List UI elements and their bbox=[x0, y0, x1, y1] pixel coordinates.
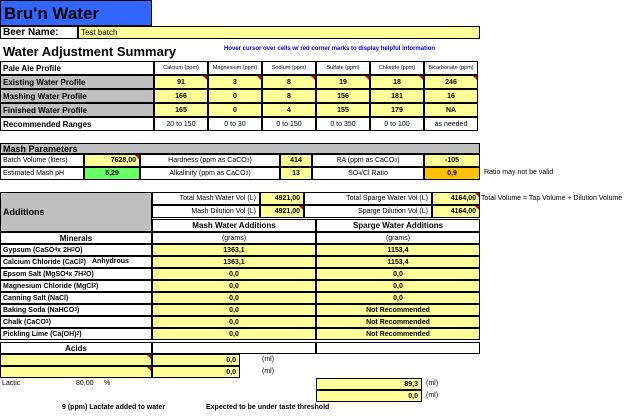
total-mash-vol-value: 4921,00 bbox=[260, 192, 304, 205]
summary-cell: 0 bbox=[208, 103, 262, 117]
mineral-label: Gypsum (CaSO 4 x 2H 2 O) bbox=[0, 244, 152, 256]
profile-name: Pale Ale Profile bbox=[0, 61, 154, 75]
ratio-value: 0,9 bbox=[424, 167, 480, 180]
summary-cell: 20 to 150 bbox=[154, 117, 208, 131]
mineral-sparge-value[interactable]: Not Recommended bbox=[316, 304, 480, 316]
mineral-mash-value[interactable]: 0,0 bbox=[152, 280, 316, 292]
batch-volume-label: Batch Volume (liters) bbox=[0, 154, 84, 167]
beer-name-input[interactable]: Test batch bbox=[78, 26, 480, 39]
mash-parameters-title: Mash Parameters bbox=[0, 143, 480, 154]
sparge-additions-header: Sparge Water Additions bbox=[316, 219, 480, 232]
summary-col-header: Bicarbonate (ppm) bbox=[424, 61, 478, 75]
sparge-dilution-label: Sparge Dilution Vol (L) bbox=[304, 205, 432, 218]
mineral-sparge-value[interactable]: 1153,4 bbox=[316, 256, 480, 268]
acid-mash-value-2: 0,0 bbox=[152, 366, 240, 378]
lactic-label: Lactic bbox=[2, 380, 21, 387]
acid-mash-input-1[interactable] bbox=[0, 354, 152, 366]
volume-note: Total Volume = Tap Volume + Dilution Volume bbox=[481, 195, 623, 202]
estimated-ph-value: 5,29 bbox=[84, 167, 140, 180]
minerals-header: Minerals bbox=[0, 232, 152, 244]
beer-name-label: Beer Name: bbox=[0, 26, 78, 39]
summary-cell: 0 to 150 bbox=[262, 117, 316, 131]
summary-cell: 4 bbox=[262, 103, 316, 117]
mash-dilution-label: Mash Dilution Vol (L) bbox=[152, 205, 260, 218]
ratio-note: Ratio may not be valid bbox=[484, 169, 554, 176]
summary-cell: 179 bbox=[370, 103, 424, 117]
summary-cell: 91 bbox=[154, 75, 208, 89]
summary-cell: as needed bbox=[424, 117, 478, 131]
summary-cell: 0 to 100 bbox=[370, 117, 424, 131]
ra-label: RA (ppm as CaCO 3 ) bbox=[312, 154, 424, 167]
summary-cell: 155 bbox=[316, 103, 370, 117]
summary-cell: 8 bbox=[262, 89, 316, 103]
summary-cell: 19 bbox=[316, 75, 370, 89]
mineral-mash-value[interactable]: 0,0 bbox=[152, 268, 316, 280]
mineral-sparge-value[interactable]: 0,0 bbox=[316, 280, 480, 292]
mineral-label: Calcium Chloride (CaCl 2 ) bbox=[0, 256, 152, 268]
batch-volume-value[interactable]: 7628,00 bbox=[84, 154, 140, 167]
acid-sparge-spacer bbox=[316, 342, 480, 354]
mineral-mash-value[interactable]: 0,0 bbox=[152, 292, 316, 304]
summary-row-label: Mashing Water Profile bbox=[0, 89, 154, 103]
mineral-label: Baking Soda (NaHCO 3 ) bbox=[0, 304, 152, 316]
summary-col-header: Chloride (ppm) bbox=[370, 61, 424, 75]
mash-grams-header: (grams) bbox=[152, 232, 316, 244]
mineral-sparge-value[interactable]: Not Recommended bbox=[316, 316, 480, 328]
summary-title: Water Adjustment Summary bbox=[3, 44, 177, 59]
ra-value: -105 bbox=[424, 154, 480, 167]
total-sparge-vol-value[interactable]: 4164,00 bbox=[432, 192, 480, 205]
app-title-bar bbox=[0, 0, 152, 26]
mineral-sparge-value[interactable]: 1153,4 bbox=[316, 244, 480, 256]
mineral-mash-value[interactable]: 0,0 bbox=[152, 328, 316, 340]
mineral-mash-value[interactable]: 1363,1 bbox=[152, 256, 316, 268]
anhydrous-label: Anhydrous bbox=[92, 258, 129, 265]
lactic-sparge-unit-2: (ml) bbox=[426, 392, 439, 399]
lactic-sparge-value-2: 0,0 bbox=[316, 390, 422, 402]
summary-cell: NA bbox=[424, 103, 478, 117]
ratio-label: SO 4 /Cl Ratio bbox=[312, 167, 424, 180]
acid-mash-input-2[interactable] bbox=[0, 366, 152, 378]
acid-mash-value-1: 0,0 bbox=[152, 354, 240, 366]
hardness-label: Hardness (ppm as CaCO 3 ) bbox=[140, 154, 280, 167]
summary-cell: 16 bbox=[424, 89, 478, 103]
mash-additions-header: Mash Water Additions bbox=[152, 219, 316, 232]
taste-note: Expected to be under taste threshold bbox=[206, 404, 330, 411]
summary-col-header: Sodium (ppm) bbox=[262, 61, 316, 75]
app-title: Bru'n Water bbox=[4, 4, 100, 23]
lactic-sparge-value-1: 89,3 bbox=[316, 378, 422, 390]
mineral-sparge-value[interactable]: 0,0 bbox=[316, 292, 480, 304]
mineral-label: Epsom Salt (MgSO 4 x 7H 2 O) bbox=[0, 268, 152, 280]
hover-hint: Hover cursor over cells w/ red corner marks to display helpful information bbox=[224, 46, 436, 52]
additions-title: Additions bbox=[0, 192, 152, 232]
alkalinity-value: 13 bbox=[280, 167, 312, 180]
lactic-sparge-unit-1: (ml) bbox=[426, 380, 439, 387]
summary-cell: 0 to 350 bbox=[316, 117, 370, 131]
summary-cell: 156 bbox=[316, 89, 370, 103]
summary-cell: 0 to 30 bbox=[208, 117, 262, 131]
summary-col-header: Sulfate (ppm) bbox=[316, 61, 370, 75]
total-sparge-vol-label: Total Sparge Water Vol (L) bbox=[304, 192, 432, 205]
mineral-label: Pickling Lime (Ca(OH) 2 ) bbox=[0, 328, 152, 340]
sparge-grams-header: (grams) bbox=[316, 232, 480, 244]
summary-cell: 166 bbox=[154, 89, 208, 103]
acid-mash-spacer bbox=[152, 342, 316, 354]
summary-cell: 246 bbox=[424, 75, 478, 89]
mineral-sparge-value[interactable]: Not Recommended bbox=[316, 328, 480, 340]
mineral-mash-value[interactable]: 0,0 bbox=[152, 316, 316, 328]
alkalinity-label: Alkalinity (ppm as CaCO 3 ) bbox=[140, 167, 280, 180]
acid-mash-unit-2: (ml) bbox=[262, 368, 275, 375]
mineral-label: Chalk (CaCO 3 ) bbox=[0, 316, 152, 328]
mineral-label: Magnesium Chloride (MgCl 2 ) bbox=[0, 280, 152, 292]
mineral-mash-value[interactable]: 1363,1 bbox=[152, 244, 316, 256]
summary-col-header: Magnesium (ppm) bbox=[208, 61, 262, 75]
mash-dilution-value[interactable]: 4921,00 bbox=[260, 205, 304, 218]
summary-cell: 165 bbox=[154, 103, 208, 117]
lactic-pct-unit: % bbox=[104, 380, 111, 387]
mineral-sparge-value[interactable]: 0,0 bbox=[316, 268, 480, 280]
summary-cell: 8 bbox=[262, 75, 316, 89]
acids-header: Acids bbox=[0, 342, 152, 354]
mineral-mash-value[interactable]: 0,0 bbox=[152, 304, 316, 316]
summary-row-label: Existing Water Profile bbox=[0, 75, 154, 89]
summary-row-label: Finished Water Profile bbox=[0, 103, 154, 117]
summary-cell: 3 bbox=[208, 75, 262, 89]
summary-col-header: Calcium (ppm) bbox=[154, 61, 208, 75]
lactate-note: 9 (ppm) Lactate added to water bbox=[62, 404, 166, 411]
summary-row-label: Recommended Ranges bbox=[0, 117, 154, 131]
summary-cell: 18 bbox=[370, 75, 424, 89]
estimated-ph-label: Estimated Mash pH bbox=[0, 167, 84, 180]
total-mash-vol-label: Total Mash Water Vol (L) bbox=[152, 192, 260, 205]
lactic-pct[interactable]: 80,00 bbox=[76, 380, 94, 387]
acid-mash-unit-1: (ml) bbox=[262, 356, 275, 363]
sparge-dilution-value[interactable]: 4164,00 bbox=[432, 205, 480, 218]
mineral-label: Canning Salt (NaCl) bbox=[0, 292, 152, 304]
hardness-value: 414 bbox=[280, 154, 312, 167]
summary-cell: 181 bbox=[370, 89, 424, 103]
summary-cell: 0 bbox=[208, 89, 262, 103]
